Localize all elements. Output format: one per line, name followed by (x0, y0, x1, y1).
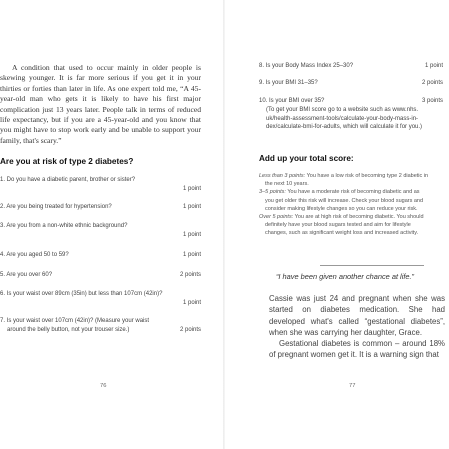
intro-paragraph (0, 63, 201, 146)
question-points: 1 point (182, 299, 201, 306)
score-text-continued: you get older this risk will increase. Check your blood sugars and (265, 197, 424, 204)
story-paragraph: Gestational diabetes is common – around 18% of pregnant women get it. It is a warning sign that (269, 339, 445, 360)
score-moderate (259, 188, 445, 213)
question-points: 2 points (179, 272, 201, 278)
question-points: 1 point (424, 63, 443, 69)
question-text: 10. Is your BMI over 35? (259, 98, 325, 104)
score-text-continued: consider making lifestyle changes so you can reduce your risk. (265, 205, 418, 212)
score-text-continued: changes, such as significant weight loss and increased activity. (265, 230, 419, 237)
intro-text: A condition that used to occur mainly in older people is skewing younger. It is far more serious if you get it in your thirties or forties than later in life. As one expert told me, “A 45-year-old man who gets it is likely to have his first major complication just 13 years later. People talk in terms of reduced life expectancy, but if you are a 45-year-old and you know that you might have to stop work early and be unable to support your family, that's scary.” (0, 63, 201, 145)
question-points: 1 point (182, 204, 201, 210)
question-text: 6. Is your waist over 89cm (35in) but less than 107cm (42in)? (0, 291, 163, 297)
question-5 (0, 271, 201, 280)
question-text: 5. Are you over 60? (0, 272, 53, 278)
question-points: 2 points (421, 80, 443, 86)
question-8 (259, 62, 443, 71)
question-text: 9. Is your BMI 31–35? (259, 80, 318, 86)
question-points: 1 point (182, 231, 201, 238)
question-6 (0, 290, 201, 306)
question-2 (0, 203, 201, 212)
left-page (0, 0, 224, 449)
score-text-continued: definitely have your blood sugars tested and aim for lifestyle (265, 222, 411, 229)
question-3 (0, 222, 201, 238)
question-points: 1 point (182, 252, 201, 258)
risk-heading: Are you at risk of type 2 diabetes? (0, 157, 134, 166)
question-text-continued: dex/calculate-bmi-for-adults, which will calculate it for you.) (266, 124, 423, 131)
score-label: 3–5 points: (259, 189, 286, 196)
question-4 (0, 251, 201, 260)
question-text-continued: uk/health-assessment-tools/calculate-your-body-mass-in- (266, 115, 419, 122)
question-text: 1. Do you have a diabetic parent, brother or sister? (0, 177, 136, 183)
question-text: 7. Is your waist over 107cm (42in)? (Measure your waist (0, 318, 150, 324)
question-points: 3 points (421, 98, 443, 104)
total-score-heading: Add up your total score: (259, 154, 354, 163)
score-guide (259, 172, 445, 238)
question-points: 1 point (182, 185, 201, 192)
score-low (259, 172, 445, 188)
score-text: You are at high risk of becoming diabetic. You should (293, 214, 424, 221)
score-label: Over 5 points: (259, 214, 294, 221)
page-number-right: 77 (349, 383, 356, 389)
question-text-continued: (To get your BMI score go to a website such as www.nhs. (266, 106, 419, 113)
question-9 (259, 79, 443, 88)
score-text-continued: the next 10 years. (265, 181, 309, 188)
question-text: 2. Are you being treated for hypertension? (0, 204, 112, 210)
pull-quote: “I have been given another chance at life.” (275, 272, 415, 281)
score-text: You have a low risk of becoming type 2 diabetic in (305, 173, 429, 179)
story-text (269, 293, 445, 361)
question-text: 4. Are you aged 50 to 59? (0, 252, 69, 258)
question-text-continued: around the belly button, not your trouser size.) (7, 326, 130, 333)
question-points: 2 points (179, 326, 201, 333)
page-number-left: 76 (100, 383, 107, 389)
quote-divider (320, 265, 424, 266)
score-label: Less than 3 points: (259, 173, 306, 179)
question-7 (0, 317, 201, 335)
question-10 (259, 97, 443, 132)
score-text: You have a moderate risk of becoming diabetic and as (285, 189, 420, 196)
score-high (259, 213, 445, 238)
right-page (225, 0, 449, 449)
question-text: 3. Are you from a non-white ethnic background? (0, 223, 128, 229)
question-text: 8. Is your Body Mass Index 25–30? (259, 63, 354, 69)
story-paragraph: Cassie was just 24 and pregnant when she was started on diabetes medication. She had developed what's called “gestational diabetes”, when she was carrying her daughter, Grace. (269, 294, 445, 337)
question-1 (0, 176, 201, 192)
